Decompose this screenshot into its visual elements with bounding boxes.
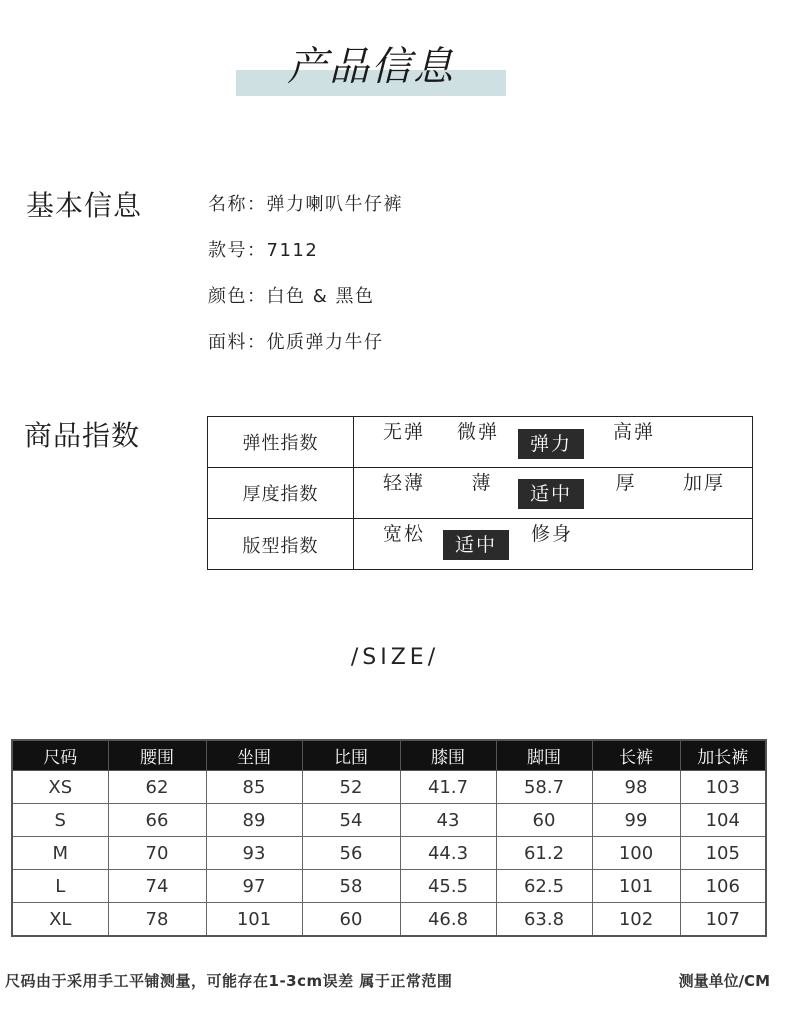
index-option: 宽松 [382, 523, 425, 545]
index-option: 高弹 [612, 421, 655, 443]
header-cell: 尺码 [12, 740, 108, 771]
table-cell: 45.5 [400, 870, 496, 903]
size-heading: /SIZE/ [350, 645, 440, 670]
measurement-note: 尺码由于采用手工平铺测量，可能存在1-3cm误差 属于正常范围 [5, 972, 453, 990]
table-cell: 62.5 [496, 870, 592, 903]
table-cell: 74 [108, 870, 206, 903]
table-cell: 100 [592, 837, 680, 870]
size-table [11, 739, 767, 937]
table-cell: 98 [592, 771, 680, 804]
table-cell: L [12, 870, 108, 903]
table-cell: 44.3 [400, 837, 496, 870]
table-row [12, 903, 766, 937]
header-cell: 坐围 [206, 740, 302, 771]
table-cell: 66 [108, 804, 206, 837]
table-cell: 99 [592, 804, 680, 837]
table-cell: 102 [592, 903, 680, 937]
index-table [207, 416, 753, 570]
index-row-thickness [208, 468, 752, 519]
table-cell: 70 [108, 837, 206, 870]
index-option: 微弹 [456, 421, 499, 443]
index-option: 薄 [471, 472, 493, 494]
index-row-elasticity [208, 417, 752, 468]
table-cell: 107 [680, 903, 766, 937]
index-option-selected: 弹力 [518, 429, 584, 459]
table-cell: 85 [206, 771, 302, 804]
index-option: 轻薄 [382, 472, 425, 494]
page-title: 产品信息 [287, 44, 455, 90]
table-cell: 104 [680, 804, 766, 837]
index-label: 弹性指数 [208, 417, 354, 467]
table-cell: 58 [302, 870, 400, 903]
table-cell: XL [12, 903, 108, 937]
table-cell: 101 [206, 903, 302, 937]
index-row-fit [208, 519, 752, 570]
measurement-unit: 测量单位/CM [678, 972, 770, 990]
table-cell: 46.8 [400, 903, 496, 937]
table-row [12, 804, 766, 837]
product-index-heading: 商品指数 [24, 419, 141, 452]
table-cell: 106 [680, 870, 766, 903]
table-cell: 78 [108, 903, 206, 937]
table-cell: 89 [206, 804, 302, 837]
table-cell: XS [12, 771, 108, 804]
header-cell: 脚围 [496, 740, 592, 771]
header-cell: 长裤 [592, 740, 680, 771]
table-row [12, 870, 766, 903]
table-cell: 56 [302, 837, 400, 870]
index-option: 修身 [530, 523, 573, 545]
table-cell: 105 [680, 837, 766, 870]
header-cell: 加长裤 [680, 740, 766, 771]
basic-info-heading: 基本信息 [26, 189, 143, 222]
table-cell: 41.7 [400, 771, 496, 804]
info-name: 名称：弹力喇叭牛仔裤 [208, 194, 403, 215]
header-cell: 膝围 [400, 740, 496, 771]
index-option: 无弹 [382, 421, 425, 443]
header-cell: 腰围 [108, 740, 206, 771]
table-cell: 93 [206, 837, 302, 870]
table-cell: 54 [302, 804, 400, 837]
table-cell: S [12, 804, 108, 837]
index-option-selected: 适中 [518, 479, 584, 509]
info-color: 颜色：白色 & 黑色 [208, 286, 375, 307]
table-cell: 62 [108, 771, 206, 804]
index-option-selected: 适中 [443, 530, 509, 560]
table-cell: 43 [400, 804, 496, 837]
table-cell: 58.7 [496, 771, 592, 804]
table-cell: M [12, 837, 108, 870]
table-cell: 60 [302, 903, 400, 937]
index-option: 加厚 [682, 472, 725, 494]
index-option: 厚 [615, 472, 637, 494]
table-cell: 103 [680, 771, 766, 804]
table-cell: 61.2 [496, 837, 592, 870]
index-label: 版型指数 [208, 519, 354, 570]
table-cell: 60 [496, 804, 592, 837]
size-table-header-row [12, 740, 766, 771]
header-cell: 比围 [302, 740, 400, 771]
table-row [12, 771, 766, 804]
info-fabric: 面料：优质弹力牛仔 [208, 332, 384, 353]
table-cell: 101 [592, 870, 680, 903]
table-cell: 97 [206, 870, 302, 903]
info-style-number: 款号：7112 [208, 240, 319, 261]
table-row [12, 837, 766, 870]
table-cell: 52 [302, 771, 400, 804]
index-label: 厚度指数 [208, 468, 354, 518]
table-cell: 63.8 [496, 903, 592, 937]
